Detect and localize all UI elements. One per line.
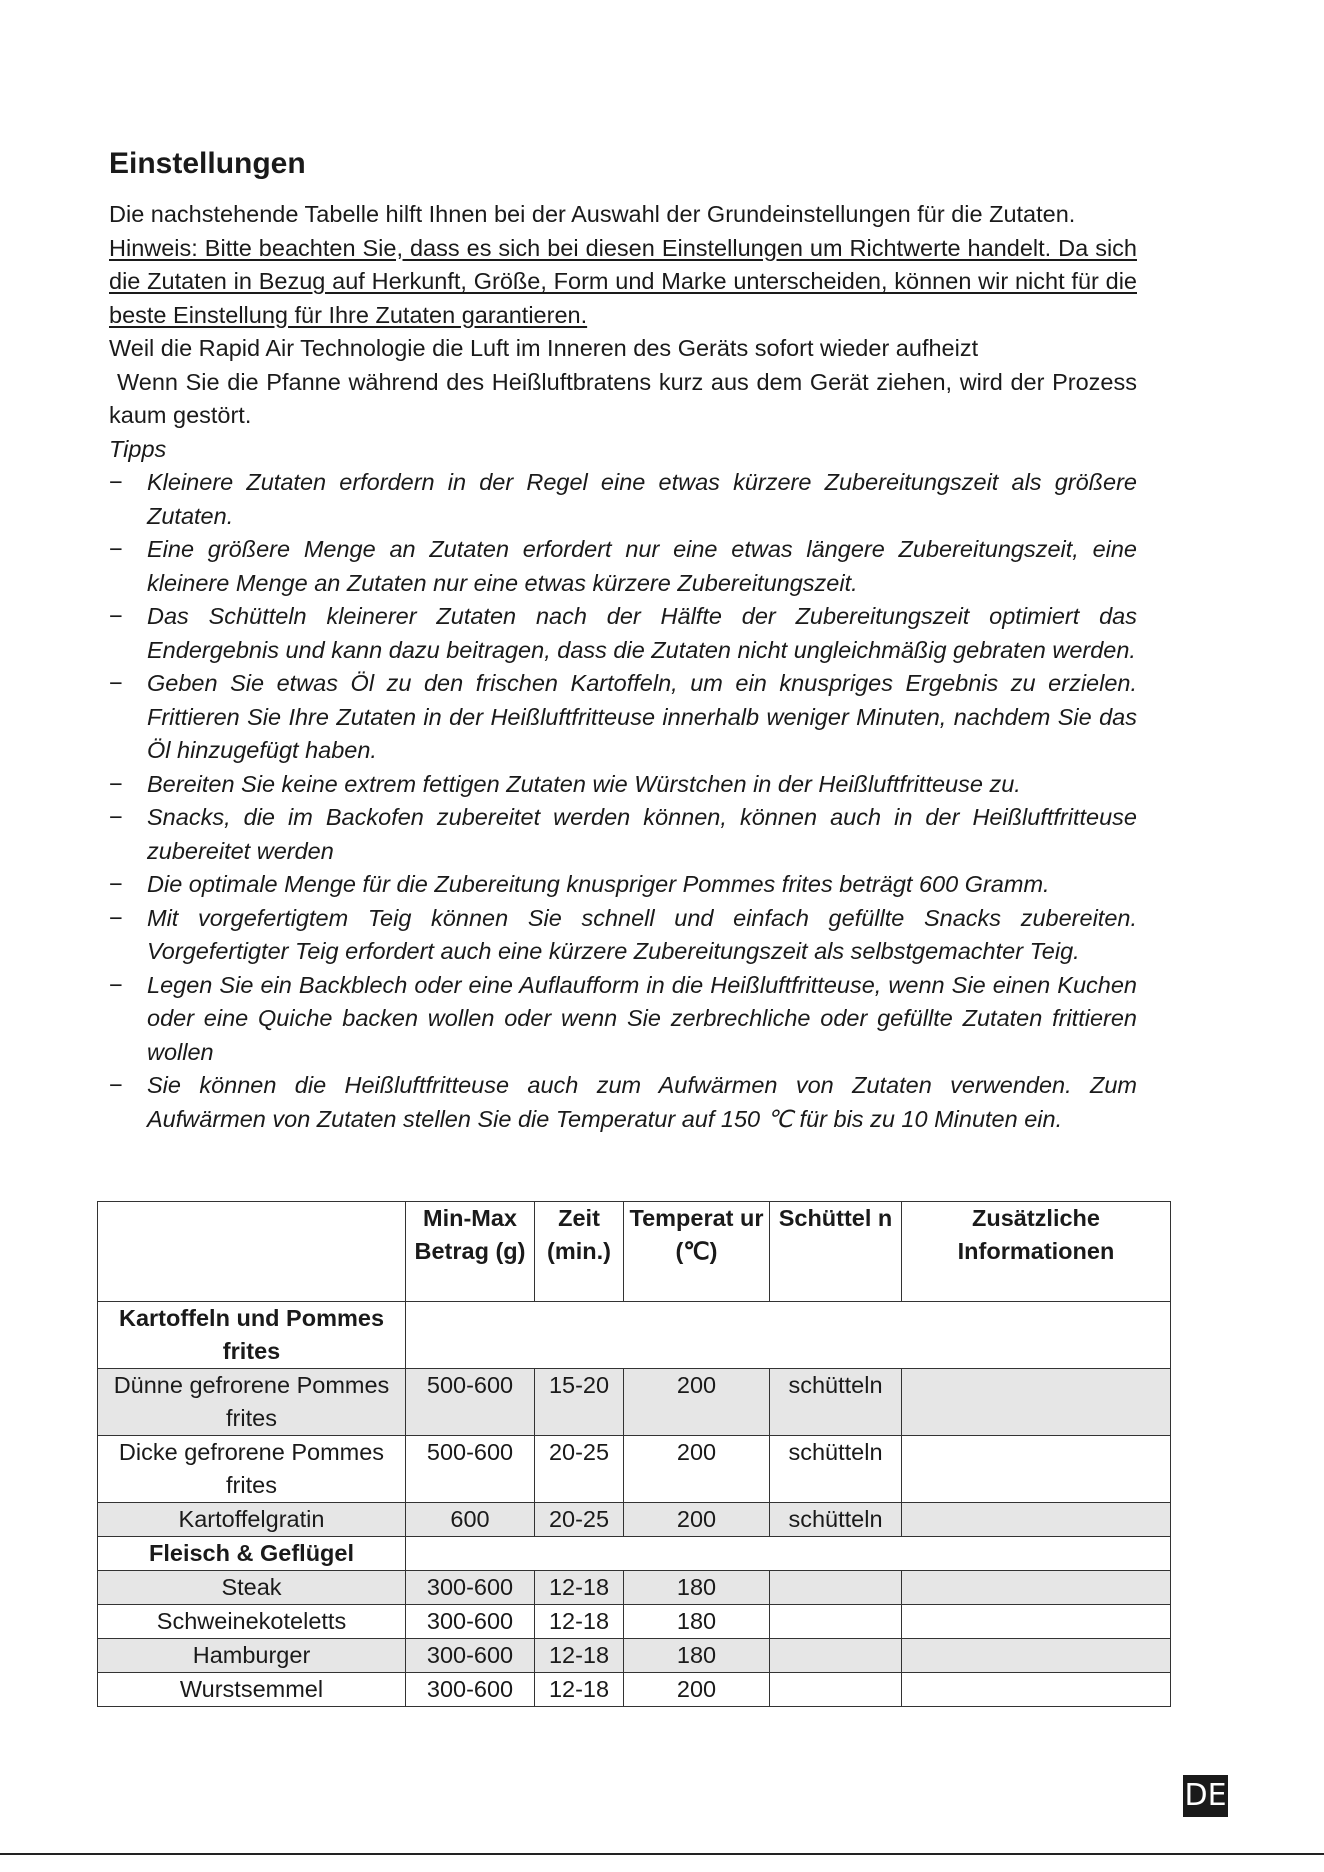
tips-label: Tipps — [109, 435, 167, 462]
table-cell: Dünne gefrorene Pommes frites — [98, 1369, 406, 1436]
table-cell: 500-600 — [406, 1369, 535, 1436]
table-header-cell: Min-Max Betrag (g) — [406, 1202, 535, 1302]
table-cell — [770, 1639, 902, 1673]
tip-item — [109, 600, 1137, 667]
group-spacer-cell — [406, 1537, 1171, 1571]
tip-item — [109, 533, 1137, 600]
table-group-row — [98, 1537, 1171, 1571]
table-cell: Schweinekoteletts — [98, 1605, 406, 1639]
language-badge: DE — [1183, 1775, 1228, 1817]
table-cell: 12-18 — [535, 1605, 624, 1639]
table-cell: 300-600 — [406, 1639, 535, 1673]
tip-text: Mit vorgefertigtem Teig können Sie schnell und einfach gefüllte Snacks zubereiten. Vorgefertigter Teig erfordert auch eine kürzere Zubereitungszeit als selbstgemachter Teig. — [147, 904, 1137, 964]
table-body — [98, 1302, 1171, 1707]
table-row — [98, 1369, 1171, 1436]
note-text: Hinweis: Bitte beachten Sie, dass es sich bei diesen Einstellungen um Richtwerte handelt. Da sich die Zutaten in Bezug auf Herkunft, Größe, Form und Marke unterscheiden, können wir nicht für die beste Einstellung für Ihre Zutaten garantieren. — [109, 234, 1137, 328]
dash-bullet: − — [109, 536, 123, 562]
table-cell: 300-600 — [406, 1571, 535, 1605]
table-cell: Hamburger — [98, 1639, 406, 1673]
table-cell: 20-25 — [535, 1436, 624, 1503]
tip-item — [109, 801, 1137, 868]
table-row — [98, 1503, 1171, 1537]
tip-text: Das Schütteln kleinerer Zutaten nach der Hälfte der Zubereitungszeit optimiert das Endergebnis und kann dazu beitragen, dass die Zutaten nicht ungleichmäßig gebraten werden. — [147, 603, 1137, 663]
table-cell — [770, 1605, 902, 1639]
tip-text: Geben Sie etwas Öl zu den frischen Kartoffeln, um ein knuspriges Ergebnis zu erzielen. Frittieren Sie Ihre Zutaten in der Heißluftfritteuse innerhalb weniger Minuten, nachdem Sie das Öl hinzugefügt haben. — [147, 670, 1137, 763]
table-header-row — [98, 1202, 1171, 1302]
table-cell: 200 — [624, 1503, 770, 1537]
tip-item — [109, 667, 1137, 768]
tip-text: Sie können die Heißluftfritteuse auch zum Aufwärmen von Zutaten verwenden. Zum Aufwärmen von Zutaten stellen Sie die Temperatur auf 150 ℃ für bis zu 10 Minuten ein. — [147, 1072, 1137, 1132]
table-cell: 180 — [624, 1571, 770, 1605]
intro-block — [109, 198, 1137, 1136]
dash-bullet: − — [109, 469, 123, 495]
table-row — [98, 1639, 1171, 1673]
table-cell: 12-18 — [535, 1639, 624, 1673]
table-cell: 200 — [624, 1673, 770, 1707]
table-row — [98, 1605, 1171, 1639]
tip-text: Die optimale Menge für die Zubereitung knuspriger Pommes frites beträgt 600 Gramm. — [147, 871, 1050, 897]
table-cell — [902, 1369, 1171, 1436]
tip-text: Bereiten Sie keine extrem fettigen Zutaten wie Würstchen in der Heißluftfritteuse zu. — [147, 770, 1021, 797]
dash-bullet: − — [109, 1072, 123, 1098]
tip-item — [109, 768, 1137, 802]
table-cell — [902, 1605, 1171, 1639]
table-cell: 180 — [624, 1605, 770, 1639]
intro-line-pan: Wenn Sie die Pfanne während des Heißluftbratens kurz aus dem Gerät ziehen, wird der Prozess kaum gestört. — [109, 368, 1137, 428]
table-cell: schütteln — [770, 1503, 902, 1537]
tip-item — [109, 868, 1137, 902]
settings-table — [97, 1201, 1171, 1707]
table-cell: 20-25 — [535, 1503, 624, 1537]
tip-item — [109, 902, 1137, 969]
dash-bullet: − — [109, 770, 123, 797]
tip-text: Snacks, die im Backofen zubereitet werden können, können auch in der Heißluftfritteuse zubereitet werden — [147, 804, 1137, 864]
table-row — [98, 1436, 1171, 1503]
table-cell: 12-18 — [535, 1571, 624, 1605]
tips-list — [109, 466, 1137, 1136]
table-cell: 600 — [406, 1503, 535, 1537]
table-group-row — [98, 1302, 1171, 1369]
tip-item — [109, 969, 1137, 1070]
dash-bullet: − — [109, 670, 123, 696]
table-cell — [770, 1571, 902, 1605]
table-cell — [770, 1673, 902, 1707]
table-cell: schütteln — [770, 1436, 902, 1503]
table-cell — [902, 1436, 1171, 1503]
table-header-cell: Schüttel n — [770, 1202, 902, 1302]
dash-bullet: − — [109, 603, 123, 629]
table-header-cell — [98, 1202, 406, 1302]
table-cell: 200 — [624, 1436, 770, 1503]
tip-text: Eine größere Menge an Zutaten erfordert nur eine etwas längere Zubereitungszeit, eine kleinere Menge an Zutaten nur eine etwas kürzere Zubereitungszeit. — [147, 536, 1137, 596]
table-cell: 200 — [624, 1369, 770, 1436]
group-label: Fleisch & Geflügel — [98, 1537, 406, 1571]
dash-bullet: − — [109, 804, 123, 830]
bottom-rule — [0, 1853, 1324, 1855]
table-cell: 300-600 — [406, 1673, 535, 1707]
tip-text: Kleinere Zutaten erfordern in der Regel eine etwas kürzere Zubereitungszeit als größere Zutaten. — [147, 469, 1137, 529]
table-cell: 12-18 — [535, 1673, 624, 1707]
table-cell: 180 — [624, 1639, 770, 1673]
table-header-cell: Temperat ur (℃) — [624, 1202, 770, 1302]
table-cell: 15-20 — [535, 1369, 624, 1436]
table-cell: schütteln — [770, 1369, 902, 1436]
table-cell — [902, 1503, 1171, 1537]
table-cell: Dicke gefrorene Pommes frites — [98, 1436, 406, 1503]
table-row — [98, 1673, 1171, 1707]
table-cell: 500-600 — [406, 1436, 535, 1503]
table-cell: 300-600 — [406, 1605, 535, 1639]
table-cell: Wurstsemmel — [98, 1673, 406, 1707]
tip-item — [109, 1069, 1137, 1136]
group-spacer-cell — [406, 1302, 1171, 1369]
table-header-cell: Zusätzliche Informationen — [902, 1202, 1171, 1302]
table-header-cell: Zeit (min.) — [535, 1202, 624, 1302]
section-heading: Einstellungen — [109, 147, 306, 180]
dash-bullet: − — [109, 871, 123, 897]
tip-item — [109, 466, 1137, 533]
table-cell: Kartoffelgratin — [98, 1503, 406, 1537]
tip-text: Legen Sie ein Backblech oder eine Auflaufform in die Heißluftfritteuse, wenn Sie einen Kuchen oder eine Quiche backen wollen oder wenn Sie zerbrechliche oder gefüllte Zutaten frittieren wollen — [147, 971, 1137, 1065]
table-cell — [902, 1639, 1171, 1673]
table-cell — [902, 1571, 1171, 1605]
dash-bullet: − — [109, 904, 123, 931]
dash-bullet: − — [109, 971, 123, 998]
group-label: Kartoffeln und Pommes frites — [98, 1302, 406, 1369]
intro-line-air: Weil die Rapid Air Technologie die Luft im Inneren des Geräts sofort wieder aufheizt — [109, 335, 979, 361]
table-cell — [902, 1673, 1171, 1707]
table-row — [98, 1571, 1171, 1605]
intro-line: Die nachstehende Tabelle hilft Ihnen bei der Auswahl der Grundeinstellungen für die Zutaten. — [109, 201, 1076, 227]
table-cell: Steak — [98, 1571, 406, 1605]
